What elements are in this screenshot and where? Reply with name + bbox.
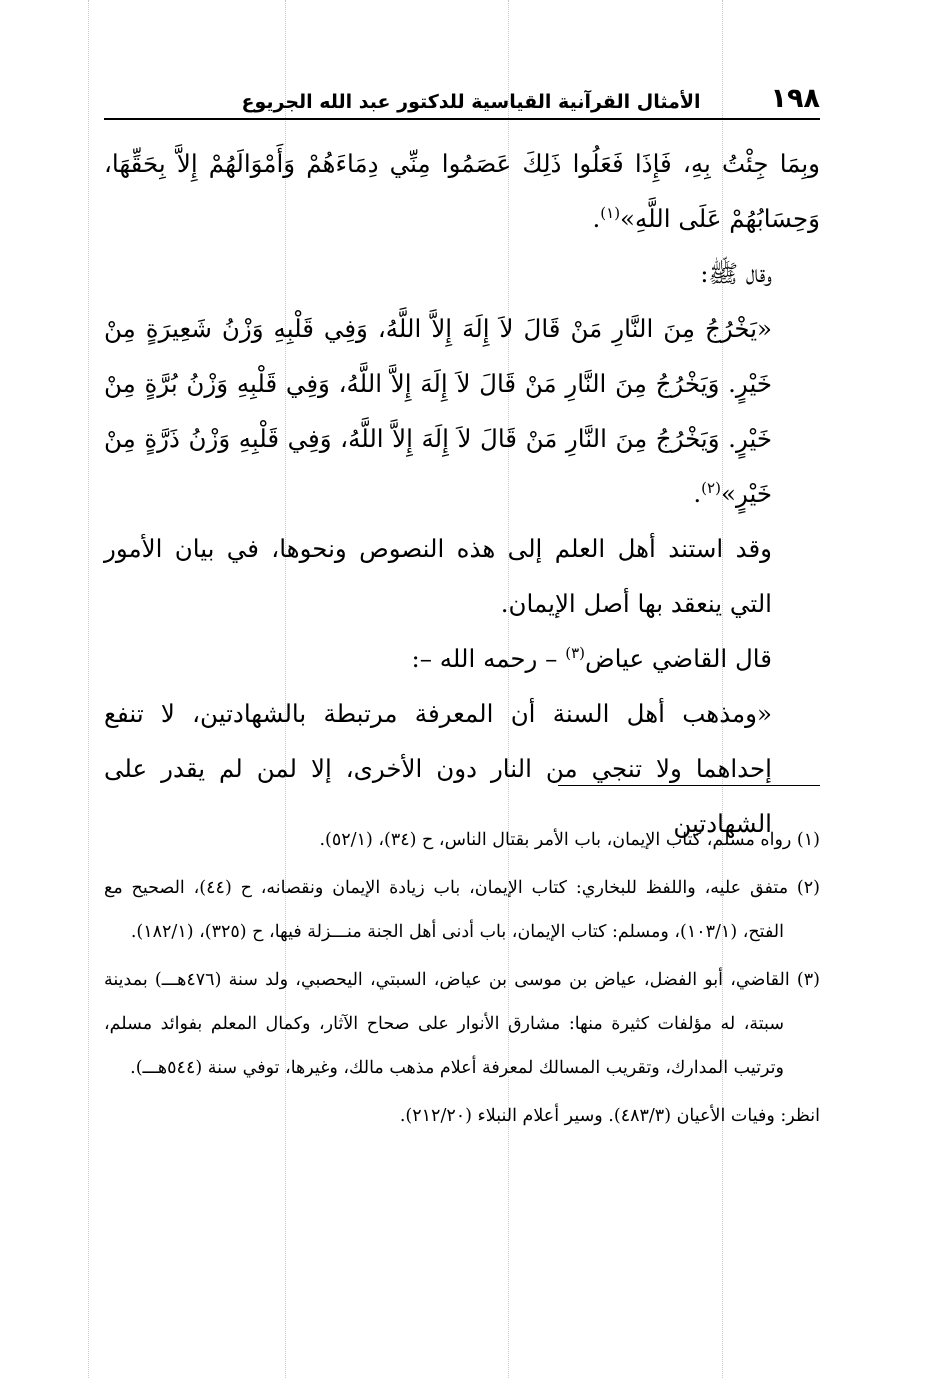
footnote-separator (558, 785, 820, 786)
footnote-ref: (٢) (701, 478, 721, 497)
page-header (104, 80, 820, 120)
qadi-iyad-intro: قال القاضي عياض$^{(٣)}$ – رحمه الله –: (411, 643, 772, 673)
book-page (104, 80, 820, 1330)
running-title: الأمثال القرآنية القياسية للدكتور عبد الله الجريوع (241, 91, 701, 113)
page-number: ١٩٨ (770, 83, 820, 114)
prophet-said-line: وقال ﷺ: (700, 259, 772, 288)
qadi-iyad-quote: «ومذهب أهل السنة أن المعرفة مرتبطة بالشهادتين، لا تنفع إحداهما ولا تنجي من النار دون الأخرى، إلا لمن لم يقدر على الشهادتين (104, 699, 772, 838)
footnote-ref: (٣) (565, 643, 585, 662)
main-text (104, 136, 820, 851)
scan-guide-line (88, 0, 89, 1378)
footnote-2: (٢) متفق عليه، واللفظ للبخاري: كتاب الإيمان، باب زيادة الإيمان ونقصانه، ح (٤٤)، الصحيح مع الفتح، (١٠٣/١)، ومسلم: كتاب الإيمان، باب أدنى أهل الجنة منـــزلة فيها، ح (٣٢٥)، (١٨٢/١). (104, 878, 820, 942)
hadith-continuation: وبِمَا جِئْتُ بِهِ، فَإِذَا فَعَلُوا ذَلِكَ عَصَمُوا مِنِّي دِمَاءَهُمْ وَأَمْوَالَهُمْ إِلاَّ بِحَقِّهَا، وَحِسَابُهُمْ عَلَى اللَّهِ»$^{(١)}$. (104, 149, 820, 233)
scholars-paragraph: وقد استند أهل العلم إلى هذه النصوص ونحوها، في بيان الأمور التي ينعقد بها أصل الإيمان. (104, 534, 772, 618)
footnote-ref: (١) (600, 203, 621, 222)
hadith-quote: «يَخْرُجُ مِنَ النَّارِ مَنْ قَالَ لاَ إِلَهَ إِلاَّ اللَّهُ، وَفِي قَلْبِهِ وَزْنُ شَعِيرَةٍ مِنْ خَيْرٍ. وَيَخْرُجُ مِنَ النَّارِ مَنْ قَالَ لاَ إِلَهَ إِلاَّ اللَّهُ، وَفِي قَلْبِهِ وَزْنُ بُرَّةٍ مِنْ خَيْرٍ. وَيَخْرُجُ مِنَ النَّارِ مَنْ قَالَ لاَ إِلَهَ إِلاَّ اللَّهُ، وَفِي قَلْبِهِ وَزْنُ ذَرَّةٍ مِنْ خَيْرٍ»$^{(٢)}$. (104, 314, 772, 508)
footnote-3-see-also: انظر: وفيات الأعيان (٤٨٣/٣). وسير أعلام النبلاء (٢١٢/٢٠). (399, 1106, 820, 1126)
footnotes (104, 818, 820, 1138)
footnote-3: (٣) القاضي، أبو الفضل، عياض بن موسى بن عياض، السبتي، اليحصبي، ولد سنة (٤٧٦هـــ) بمدينة سبتة، له مؤلفات كثيرة منها: مشارق الأنوار على صحاح الآثار، وكمال المعلم بفوائد مسلم، وترتيب المدارك، وتقريب المسالك لمعرفة أعلام مذهب مالك، وغيرها، توفي سنة (٥٤٤هـــ). (104, 970, 820, 1078)
footnote-1: (١) رواه مسلم، كتاب الإيمان، باب الأمر بقتال الناس، ح (٣٤)، (٥٢/١). (319, 830, 820, 850)
